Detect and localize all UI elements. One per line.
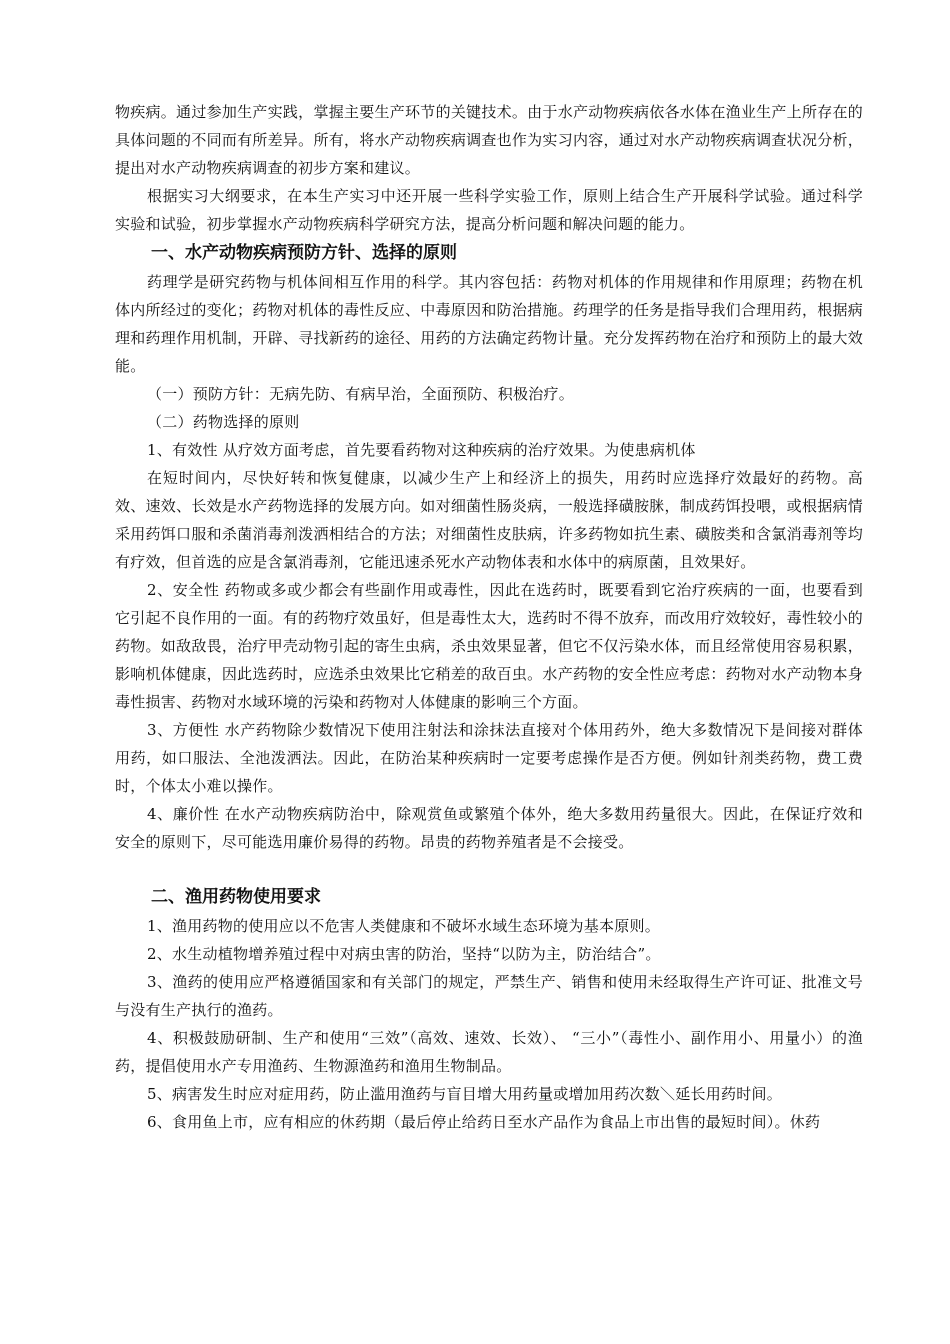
requirement-item: 1、渔用药物的使用应以不危害人类健康和不破坏水域生态环境为基本原则。 <box>147 917 661 935</box>
requirement-item: 5、病害发生时应对症用药，防止滥用渔药与盲目增大用药量或增加用药次数＼延长用药时间。 <box>147 1085 783 1103</box>
intro-paragraph-2: 根据实习大纲要求，在本生产实习中还开展一些科学实验工作，原则上结合生产开展科学试验。通过科学实验和试验，初步掌握水产动物疾病科学研究方法，提高分析问题和解决问题的能力。 <box>115 187 863 233</box>
requirement-item: 4、积极鼓励研制、生产和使用“三效”（高效、速效、长效）、 “三小”（毒性小、副作用小、用量小）的渔药，提倡使用水产专用渔药、生物源渔药和渔用生物制品。 <box>115 1029 863 1075</box>
item-convenience: 3、方便性 水产药物除少数情况下使用注射法和涂抹法直接对个体用药外，绝大多数情况下是间接对群体用药，如口服法、全池泼洒法。因此，在防治某种疾病时一定要考虑操作是否方便。例如针剂类药物，费工费时，个体太小难以操作。 <box>115 721 863 795</box>
requirement-item: 3、渔药的使用应严格遵循国家和有关部门的规定，严禁生产、销售和使用未经取得生产许可证、批准文号与没有生产执行的渔药。 <box>115 973 863 1019</box>
document-page <box>115 98 863 1136</box>
section-1-heading: 一、水产动物疾病预防方针、选择的原则 <box>151 243 457 263</box>
subsection-drug-selection: （二）药物选择的原则 <box>147 413 300 431</box>
item-low-cost: 4、廉价性 在水产动物疾病防治中，除观赏鱼或繁殖个体外，绝大多数用药量很大。因此，在保证疗效和安全的原则下，尽可能选用廉价易得的药物。昂贵的药物养殖者是不会接受。 <box>115 805 863 851</box>
requirement-item: 2、水生动植物增养殖过程中对病虫害的防治，坚持“以防为主，防治结合”。 <box>147 945 661 963</box>
item-safety: 2、安全性 药物或多或少都会有些副作用或毒性，因此在选药时，既要看到它治疗疾病的一面，也要看到它引起不良作用的一面。有的药物疗效虽好，但是毒性太大，选药时不得不放弃，而改用疗效较好，毒性较小的药物。如敌敌畏，治疗甲壳动物引起的寄生虫病，杀虫效果显著，但它不仅污染水体，而且经常使用容易积累，影响机体健康，因此选药时，应选杀虫效果比它稍差的敌百虫。水产药物的安全性应考虑：药物对水产动物本身毒性损害、药物对水域环境的污染和药物对人体健康的影响三个方面。 <box>115 581 863 711</box>
subsection-prevention-policy: （一）预防方针：无病先防、有病早治，全面预防、积极治疗。 <box>147 385 575 403</box>
section-2-heading: 二、渔用药物使用要求 <box>151 887 321 907</box>
item-effectiveness-body: 在短时间内，尽快好转和恢复健康，以减少生产上和经济上的损失，用药时应选择疗效最好的药物。高效、速效、长效是水产药物选择的发展方向。如对细菌性肠炎病，一般选择磺胺脒，制成药饵投喂，或根据病情采用药饵口服和杀菌消毒剂泼洒相结合的方法；对细菌性皮肤病，许多药物如抗生素、磺胺类和含氯消毒剂等均有疗效，但首选的应是含氯消毒剂，它能迅速杀死水产动物体表和水体中的病原菌，且效果好。 <box>115 469 863 571</box>
section-1-paragraph: 药理学是研究药物与机体间相互作用的科学。其内容包括：药物对机体的作用规律和作用原理；药物在机体内所经过的变化；药物对机体的毒性反应、中毒原因和防治措施。药理学的任务是指导我们合理用药，根据病理和药理作用机制，开辟、寻找新药的途径、用药的方法确定药物计量。充分发挥药物在治疗和预防上的最大效能。 <box>115 273 863 375</box>
section-spacer <box>115 856 863 882</box>
item-effectiveness-title: 1、有效性 从疗效方面考虑，首先要看药物对这种疾病的治疗效果。为使患病机体 <box>147 441 696 459</box>
intro-paragraph-1: 物疾病。通过参加生产实践，掌握主要生产环节的关键技术。由于水产动物疾病依各水体在渔业生产上所存在的具体问题的不同而有所差异。所有，将水产动物疾病调查也作为实习内容，通过对水产动物疾病调查状况分析，提出对水产动物疾病调查的初步方案和建议。 <box>115 103 863 177</box>
requirement-item: 6、食用鱼上市，应有相应的休药期（最后停止给药日至水产品作为食品上市出售的最短时间）。休药 <box>147 1113 821 1131</box>
